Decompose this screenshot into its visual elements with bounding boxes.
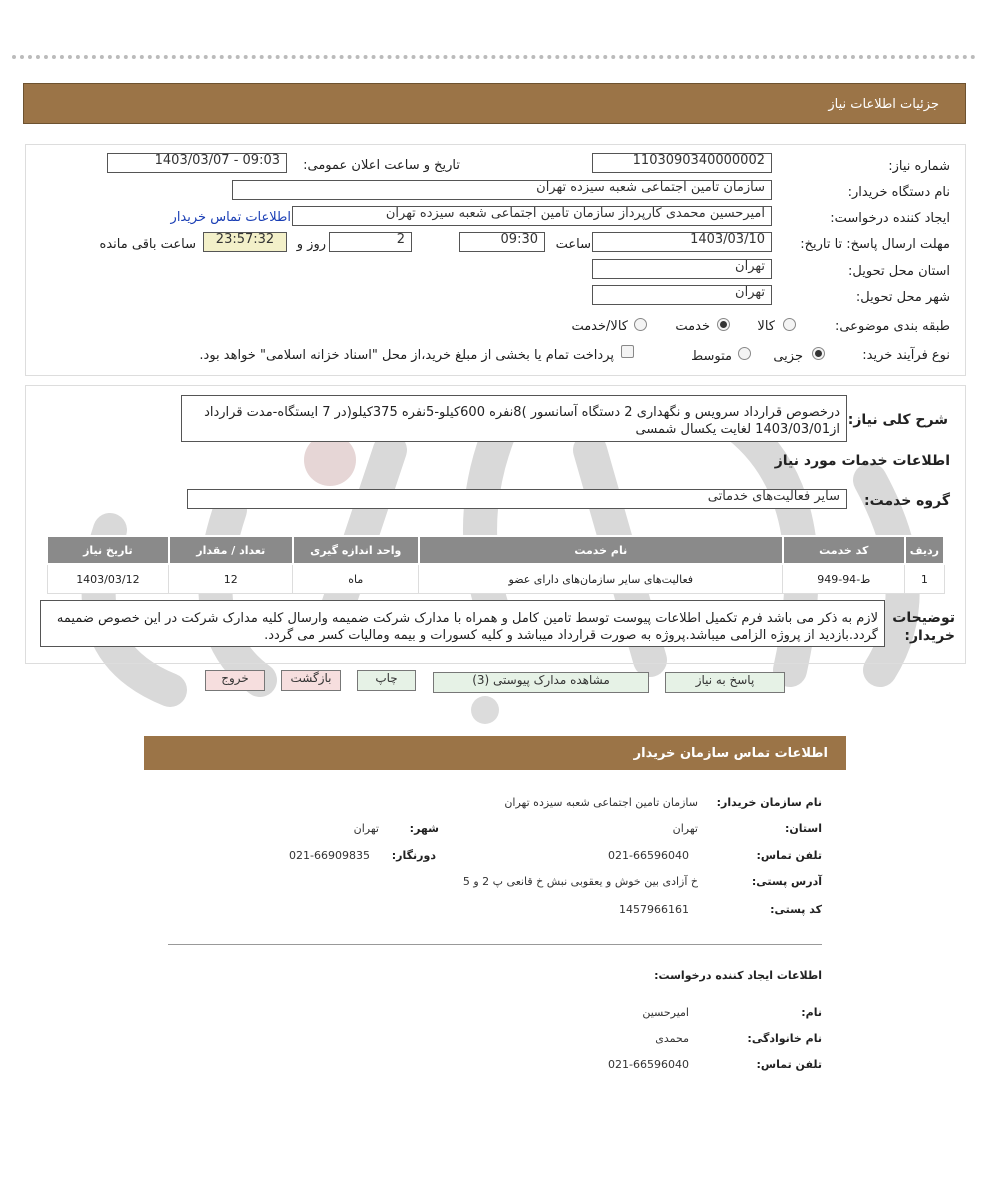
process-minor-label: جزیی	[773, 349, 803, 364]
category-goods-label: کالا	[757, 319, 775, 334]
page-header-bar	[23, 83, 966, 124]
category-service-radio[interactable]	[717, 318, 730, 331]
contact-fax-value: 021-66909835	[289, 849, 370, 862]
contact-header-bar	[144, 736, 846, 770]
services-table	[46, 535, 945, 594]
contact-address-label: آدرس پستی:	[751, 875, 822, 888]
creator-name-value: امیرحسین	[642, 1006, 689, 1019]
col-service-code: کد خدمت	[783, 536, 905, 564]
services-heading: اطلاعات خدمات مورد نیاز	[774, 453, 950, 469]
contact-divider	[168, 944, 822, 945]
buyer-notes-field: لازم به ذکر می باشد فرم تکمیل اطلاعات پیوست توسط تامین کامل و همراه با مدارک شرکت ضمیمه وارسال کلیه مدارک شرکت در این خصوص ضمیمه گردد.بازدید از پروژه الزامی میباشد.پروژه به صورت قرارداد میباشد و کلیه کسورات و بیمه ومالیات کسر می گردد.	[40, 600, 885, 647]
cell-unit: ماه	[293, 564, 419, 594]
creator-phone-value: 021-66596040	[608, 1058, 689, 1071]
need-info-panel	[25, 144, 966, 376]
creator-info-title: اطلاعات ایجاد کننده درخواست:	[654, 969, 822, 982]
description-field: درخصوص قرارداد سرویس و نگهداری 2 دستگاه آسانسور )8نفره 600کیلو-5نفره 375کیلو(در 7 ایستگاه-مدت قرارداد از1403/03/01 لغایت یکسال شمسی	[181, 395, 847, 442]
category-goods-radio[interactable]	[783, 318, 796, 331]
days-field: 2	[329, 232, 412, 252]
category-both-label: کالا/خدمت	[571, 319, 628, 334]
deadline-date-field: 1403/03/10	[592, 232, 772, 252]
contact-postal-value: 1457966161	[619, 903, 689, 916]
city-field: تهران	[592, 285, 772, 305]
exit-button[interactable]: خروج	[205, 670, 265, 691]
cell-service-code: ط-94-949	[783, 564, 905, 594]
buyer-notes-label: توضیحات خریدار:	[892, 610, 955, 644]
deadline-label: مهلت ارسال پاسخ: تا تاریخ:	[800, 237, 950, 252]
contact-postal-label: کد پستی:	[770, 903, 822, 916]
process-label: نوع فرآیند خرید:	[862, 348, 950, 363]
creator-family-value: محمدی	[655, 1032, 689, 1045]
remaining-time-field: 23:57:32	[203, 232, 287, 252]
col-row: ردیف	[905, 536, 944, 564]
creator-name-label: نام:	[801, 1006, 822, 1019]
cell-quantity: 12	[169, 564, 293, 594]
category-both-radio[interactable]	[634, 318, 647, 331]
col-service-name: نام خدمت	[419, 536, 783, 564]
process-minor-radio[interactable]	[812, 347, 825, 360]
page-title: جزئیات اطلاعات نیاز	[828, 97, 939, 112]
services-table-header	[47, 536, 944, 564]
attachments-button[interactable]: مشاهده مدارک پیوستی (3)	[433, 672, 649, 693]
process-medium-label: متوسط	[691, 349, 732, 364]
contact-city-value: تهران	[353, 822, 379, 835]
contact-phone-value: 021-66596040	[608, 849, 689, 862]
need-number-field: 1103090340000002	[592, 153, 772, 173]
need-number-label: شماره نیاز:	[888, 159, 950, 174]
hour-label: ساعت	[555, 237, 591, 252]
buyer-contact-link[interactable]: اطلاعات تماس خریدار	[170, 210, 291, 225]
province-field: تهران	[592, 259, 772, 279]
deadline-time-field: 09:30	[459, 232, 545, 252]
description-label: شرح کلی نیاز:	[847, 412, 948, 428]
treasury-payment-checkbox[interactable]	[621, 345, 634, 358]
announce-field: 1403/03/07 - 09:03	[107, 153, 287, 173]
top-dotted-divider	[12, 55, 976, 59]
print-button[interactable]: چاپ	[357, 670, 416, 691]
buyer-label: نام دستگاه خریدار:	[847, 185, 950, 200]
announce-label: تاریخ و ساعت اعلان عمومی:	[303, 158, 460, 173]
treasury-payment-note: پرداخت تمام یا بخشی از مبلغ خرید،از محل "اسناد خزانه اسلامی" خواهد بود.	[199, 348, 614, 363]
contact-org-label: نام سازمان خریدار:	[716, 796, 822, 809]
cell-row: 1	[905, 564, 944, 594]
city-label: شهر محل تحویل:	[855, 290, 950, 305]
col-need-date: تاریخ نیاز	[47, 536, 169, 564]
day-label: روز و	[296, 237, 326, 252]
service-group-label: گروه خدمت:	[864, 493, 950, 509]
col-unit: واحد اندازه گیری	[293, 536, 419, 564]
col-quantity: تعداد / مقدار	[169, 536, 293, 564]
remaining-label: ساعت باقی مانده	[99, 237, 196, 252]
creator-label: ایجاد کننده درخواست:	[830, 211, 950, 226]
contact-province-label: استان:	[785, 822, 822, 835]
buyer-field: سازمان تامین اجتماعی شعبه سیزده تهران	[232, 180, 772, 200]
contact-city-label: شهر:	[409, 822, 439, 835]
process-medium-radio[interactable]	[738, 347, 751, 360]
reply-button[interactable]: پاسخ به نیاز	[665, 672, 785, 693]
category-label: طبقه بندی موضوعی:	[834, 319, 950, 334]
contact-title: اطلاعات تماس سازمان خریدار	[633, 746, 828, 761]
contact-province-value: تهران	[672, 822, 698, 835]
table-row	[47, 564, 944, 594]
contact-phone-label: تلفن تماس:	[756, 849, 822, 862]
cell-service-name: فعالیت‌های سایر سازمان‌های دارای عضو	[419, 564, 783, 594]
province-label: استان محل تحویل:	[848, 264, 950, 279]
contact-address-value: خ آزادی بین خوش و یعقوبی نبش خ قانعی پ 2 و 5	[462, 875, 698, 888]
category-service-label: خدمت	[675, 319, 710, 334]
contact-fax-label: دورنگار:	[391, 849, 436, 862]
creator-family-label: نام خانوادگی:	[747, 1032, 822, 1045]
service-group-field: سایر فعالیت‌های خدماتی	[187, 489, 847, 509]
cell-need-date: 1403/03/12	[47, 564, 169, 594]
creator-field: امیرحسین محمدی کارپرداز سازمان تامین اجتماعی شعبه سیزده تهران	[292, 206, 772, 226]
creator-phone-label: تلفن تماس:	[756, 1058, 822, 1071]
back-button[interactable]: بازگشت	[281, 670, 341, 691]
contact-org-value: سازمان تامین اجتماعی شعبه سیزده تهران	[504, 796, 698, 809]
